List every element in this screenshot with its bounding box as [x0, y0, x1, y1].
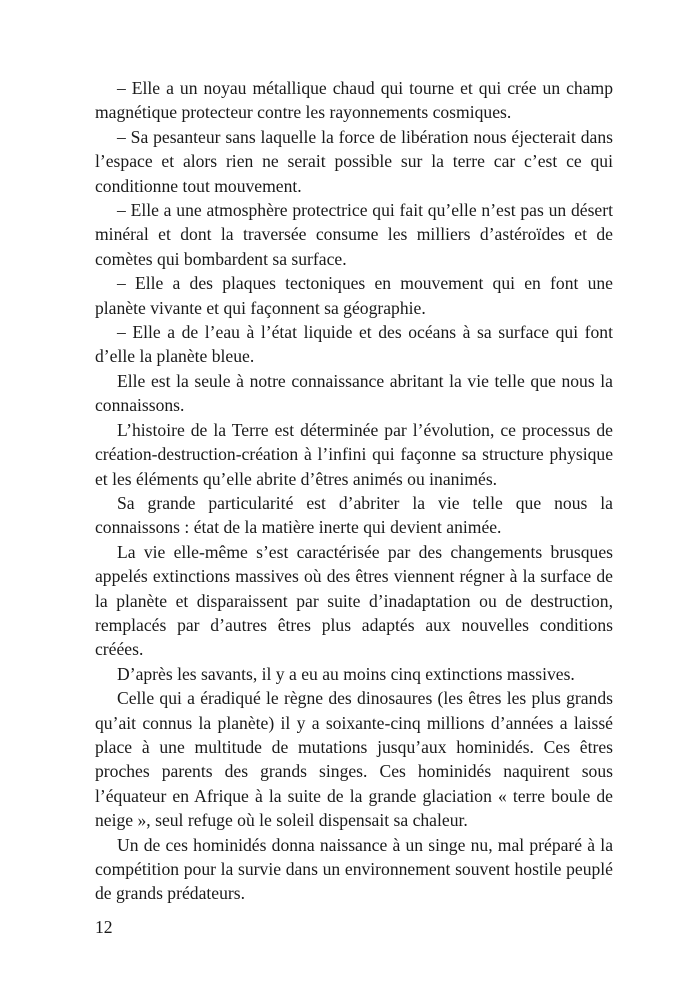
paragraph: La vie elle-même s’est caractérisée par des changements brusques appelés extinctions massives où des êtres viennent régner à la surface de la planète et disparaissent par suite d’inadaptation ou de destruction, remplacés par d’autres êtres plus adaptés aux nouvelles conditions créées.	[95, 541, 613, 660]
paragraph: L’histoire de la Terre est déterminée par l’évolution, ce processus de création-destruction-création à l’infini qui façonne sa structure physique et les éléments qu’elle abrite d’êtres animés ou inanimés.	[95, 419, 613, 489]
paragraph: Sa grande particularité est d’abriter la vie telle que nous la connaissons : état de la matière inerte qui devient animée.	[95, 492, 613, 538]
paragraph: – Elle a un noyau métallique chaud qui tourne et qui crée un champ magnétique protecteur contre les rayonnements cosmiques.	[95, 78, 613, 123]
paragraph: Un de ces hominidés donna naissance à un singe nu, mal préparé à la compétition pour la survie dans un environnement souvent hostile peuplé de grands prédateurs.	[95, 834, 613, 904]
paragraph: – Elle a de l’eau à l’état liquide et des océans à sa surface qui font d’elle la planète bleue.	[95, 322, 613, 367]
paragraph: D’après les savants, il y a eu au moins cinq extinctions massives.	[117, 663, 575, 684]
paragraph: – Elle a des plaques tectoniques en mouvement qui en font une planète vivante et qui façonnent sa géographie.	[95, 273, 613, 318]
paragraph: – Elle a une atmosphère protectrice qui fait qu’elle n’est pas un désert minéral et dont la traversée consume les milliers d’astéroïdes et de comètes qui bombardent sa surface.	[95, 200, 613, 269]
paragraph: Elle est la seule à notre connaissance abritant la vie telle que nous la connaissons.	[95, 370, 613, 416]
page-body	[95, 76, 613, 906]
paragraph: Celle qui a éradiqué le règne des dinosaures (les êtres les plus grands qu’ait connus la planète) il y a soixante-cinq millions d’années a laissé place à une multitude de mutations jusqu’aux hominidés. Ces êtres proches parents des grands singes. Ces hominidés naquirent sous l’équateur en Afrique à la suite de la grande glaciation « terre boule de neige », seul refuge où le soleil dispensait sa chaleur.	[95, 688, 613, 831]
page-number: 12	[95, 917, 113, 937]
paragraph: – Sa pesanteur sans laquelle la force de libération nous éjecterait dans l’espace et alors rien ne serait possible sur la terre car c’est ce qui conditionne tout mouvement.	[95, 126, 613, 196]
